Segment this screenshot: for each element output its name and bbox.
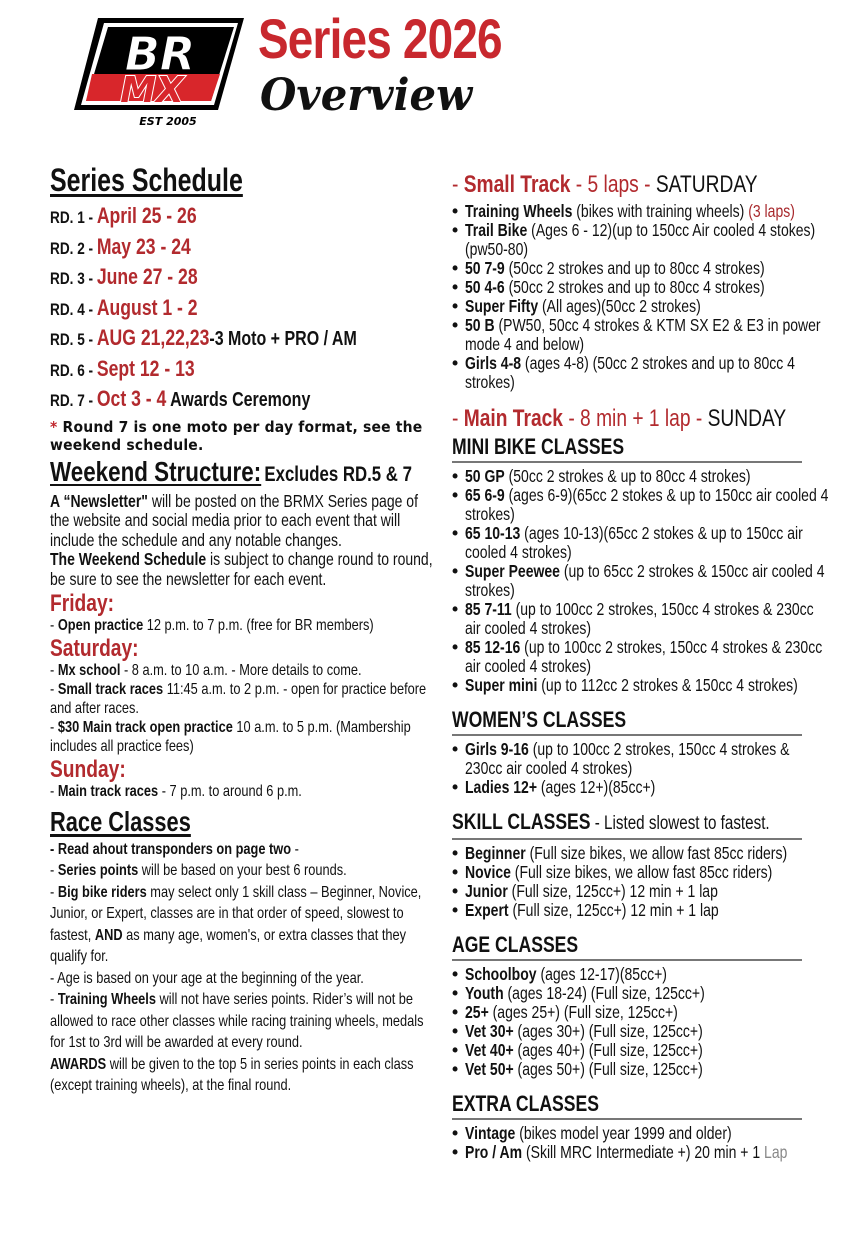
class-item: • 65 6-9 (ages 6-9)(65cc 2 stokes & up to 150cc air cooled 4 strokes) (452, 486, 842, 524)
series-schedule-heading: Series Schedule (50, 162, 243, 198)
round-item: RD. 7 - Oct 3 - 4 Awards Ceremony (50, 386, 311, 411)
left-column (50, 160, 440, 1097)
round-item: RD. 2 - May 23 - 24 (50, 233, 191, 259)
round7-note: * Round 7 is one moto per day format, see the weekend schedule. (50, 417, 423, 454)
rule-item: - Age is based on your age at the beginning of the year. (50, 969, 364, 987)
class-item: • 50 GP (50cc 2 strokes & up to 80cc 4 strokes) (452, 467, 842, 486)
class-item: • Super Peewee (up to 65cc 2 strokes & 150cc air cooled 4 strokes) (452, 562, 842, 600)
class-item: • Vintage (bikes model year 1999 and older) (452, 1124, 842, 1143)
class-item: • 65 10-13 (ages 10-13)(65cc 2 stokes & up to 150cc air cooled 4 strokes) (452, 524, 842, 562)
class-item: • Super Fifty (All ages)(50cc 2 strokes) (452, 297, 842, 316)
page-title: Series 2026 (258, 7, 502, 70)
right-column (452, 170, 842, 1162)
womens-classes-heading: WOMEN’S CLASSES (452, 707, 802, 736)
rule-item: - Training Wheels will not have series points. Rider’s will not be allowed to race other classes while racing training wheels, medals for 1st to 3rd will be awarded at every round. (50, 991, 424, 1051)
round-date: June 27 - 28 (96, 264, 198, 289)
day-item: - Main track races - 7 p.m. to around 6 p.m. (50, 783, 302, 800)
transponders-note: - Read ahout transponders on page two - (50, 841, 299, 858)
newsletter-paragraph: A “Newsletter" will be posted on the BRMX Series page of the website and social media prior to each event that will include the schedule and any notable changes. (50, 490, 418, 550)
day-saturday: Saturday: (50, 635, 139, 662)
class-item: • Training Wheels (bikes with training wheels) (3 laps) (452, 202, 842, 221)
age-classes-heading: AGE CLASSES (452, 932, 802, 961)
extra-classes (452, 1124, 842, 1162)
class-item: • 50 B (PW50, 50cc 4 strokes & KTM SX E2 & E3 in power mode 4 and below) (452, 316, 842, 354)
rule-item: - Big bike riders may select only 1 skill class – Beginner, Novice, Junior, or Expert, classes are in that order of speed, slowest to fastest, AND as many age, women's, or extra classes that they qualify for. (50, 883, 422, 965)
class-item: • 85 12-16 (up to 100cc 2 strokes, 150cc 4 strokes & 230cc air cooled 4 strokes) (452, 638, 842, 676)
round-date: August 1 - 2 (96, 294, 198, 320)
class-item: • Pro / Am (Skill MRC Intermediate +) 20 min + 1 Lap (452, 1143, 842, 1162)
weekend-schedule-paragraph: The Weekend Schedule is subject to change round to round, be sure to see the newsletter for each event. (50, 549, 433, 589)
round-extra: Awards Ceremony (166, 389, 311, 411)
round-item: RD. 6 - Sept 12 - 13 (50, 355, 195, 381)
day-item: - Small track races 11:45 a.m. to 2 p.m. - open for practice before and after races. (50, 681, 427, 717)
class-item: • Vet 50+ (ages 50+) (Full size, 125cc+) (452, 1060, 842, 1079)
svg-text:EST 2005: EST 2005 (139, 115, 197, 128)
round-date: AUG 21,22,23 (96, 325, 210, 350)
day-item: - Mx school - 8 a.m. to 10 a.m. - More details to come. (50, 662, 362, 679)
class-item: • Expert (Full size, 125cc+) 12 min + 1 lap (452, 901, 842, 920)
small-track-classes (452, 202, 842, 392)
class-item: • Youth (ages 18-24) (Full size, 125cc+) (452, 984, 842, 1003)
round-item: RD. 3 - June 27 - 28 (50, 264, 198, 289)
extra-classes-heading: EXTRA CLASSES (452, 1091, 802, 1120)
round-date: May 23 - 24 (96, 233, 191, 259)
day-sunday: Sunday: (50, 756, 126, 783)
rounds-list (50, 202, 440, 416)
day-item: - Open practice 12 p.m. to 7 p.m. (free for BR members) (50, 617, 374, 634)
class-item: • Junior (Full size, 125cc+) 12 min + 1 lap (452, 882, 842, 901)
awards-note: AWARDS will be given to the top 5 in series points in each class (except training wheels), at the final round. (50, 1055, 414, 1094)
round-item: RD. 1 - April 25 - 26 (50, 203, 197, 228)
class-item: • 50 7-9 (50cc 2 strokes and up to 80cc 4 strokes) (452, 259, 842, 278)
age-classes (452, 965, 842, 1079)
class-item: • 25+ (ages 25+) (Full size, 125cc+) (452, 1003, 842, 1022)
main-track-heading: - Main Track - 8 min + 1 lap - SUNDAY (452, 405, 787, 432)
race-classes-heading: Race Classes (50, 806, 191, 837)
class-item: • Girls 4-8 (ages 4-8) (50cc 2 strokes and up to 80cc 4 strokes) (452, 354, 842, 392)
class-item: • Schoolboy (ages 12-17)(85cc+) (452, 965, 842, 984)
rule-item: - Series points will be based on your best 6 rounds. (50, 862, 347, 879)
svg-text:BR: BR (124, 27, 196, 81)
class-item: • Super mini (up to 112cc 2 strokes & 150cc 4 strokes) (452, 676, 842, 695)
skill-classes (452, 844, 842, 920)
class-item: • Ladies 12+ (ages 12+)(85cc+) (452, 778, 842, 797)
class-item: • Girls 9-16 (up to 100cc 2 strokes, 150cc 4 strokes & 230cc air cooled 4 strokes) (452, 740, 842, 778)
class-item: • Novice (Full size bikes, we allow fast 85cc riders) (452, 863, 842, 882)
round-date: Sept 12 - 13 (96, 355, 195, 381)
day-friday: Friday: (50, 590, 115, 617)
brmx-logo (68, 14, 248, 130)
womens-classes (452, 740, 842, 797)
weekend-structure-heading: Weekend Structure: Excludes RD.5 & 7 (50, 455, 412, 487)
class-item: • Vet 30+ (ages 30+) (Full size, 125cc+) (452, 1022, 842, 1041)
round-date: Oct 3 - 4 (96, 386, 167, 411)
day-item: - $30 Main track open practice 10 a.m. to 5 p.m. (Mambership includes all practice fees) (50, 719, 411, 755)
round-item: RD. 4 - August 1 - 2 (50, 294, 198, 320)
page-subtitle: Overview (260, 70, 473, 121)
small-track-heading: - Small Track - 5 laps - SATURDAY (452, 171, 758, 198)
mini-bike-classes-heading: MINI BIKE CLASSES (452, 434, 802, 463)
svg-text:MX: MX (120, 70, 184, 111)
class-item: • 50 4-6 (50cc 2 strokes and up to 80cc 4 strokes) (452, 278, 842, 297)
skill-classes-heading: SKILL CLASSES - Listed slowest to fastest. (452, 809, 802, 840)
class-item: • 85 7-11 (up to 100cc 2 strokes, 150cc 4 strokes & 230cc air cooled 4 strokes) (452, 600, 842, 638)
round-item: RD. 5 - AUG 21,22,23-3 Moto + PRO / AM (50, 325, 357, 350)
class-item: • Vet 40+ (ages 40+) (Full size, 125cc+) (452, 1041, 842, 1060)
round-date: April 25 - 26 (96, 203, 197, 228)
mini-bike-classes (452, 467, 842, 695)
class-item: • Beginner (Full size bikes, we allow fast 85cc riders) (452, 844, 842, 863)
class-item: • Trail Bike (Ages 6 - 12)(up to 150cc Air cooled 4 stokes)(pw50-80) (452, 221, 842, 259)
round-extra: -3 Moto + PRO / AM (209, 328, 357, 350)
